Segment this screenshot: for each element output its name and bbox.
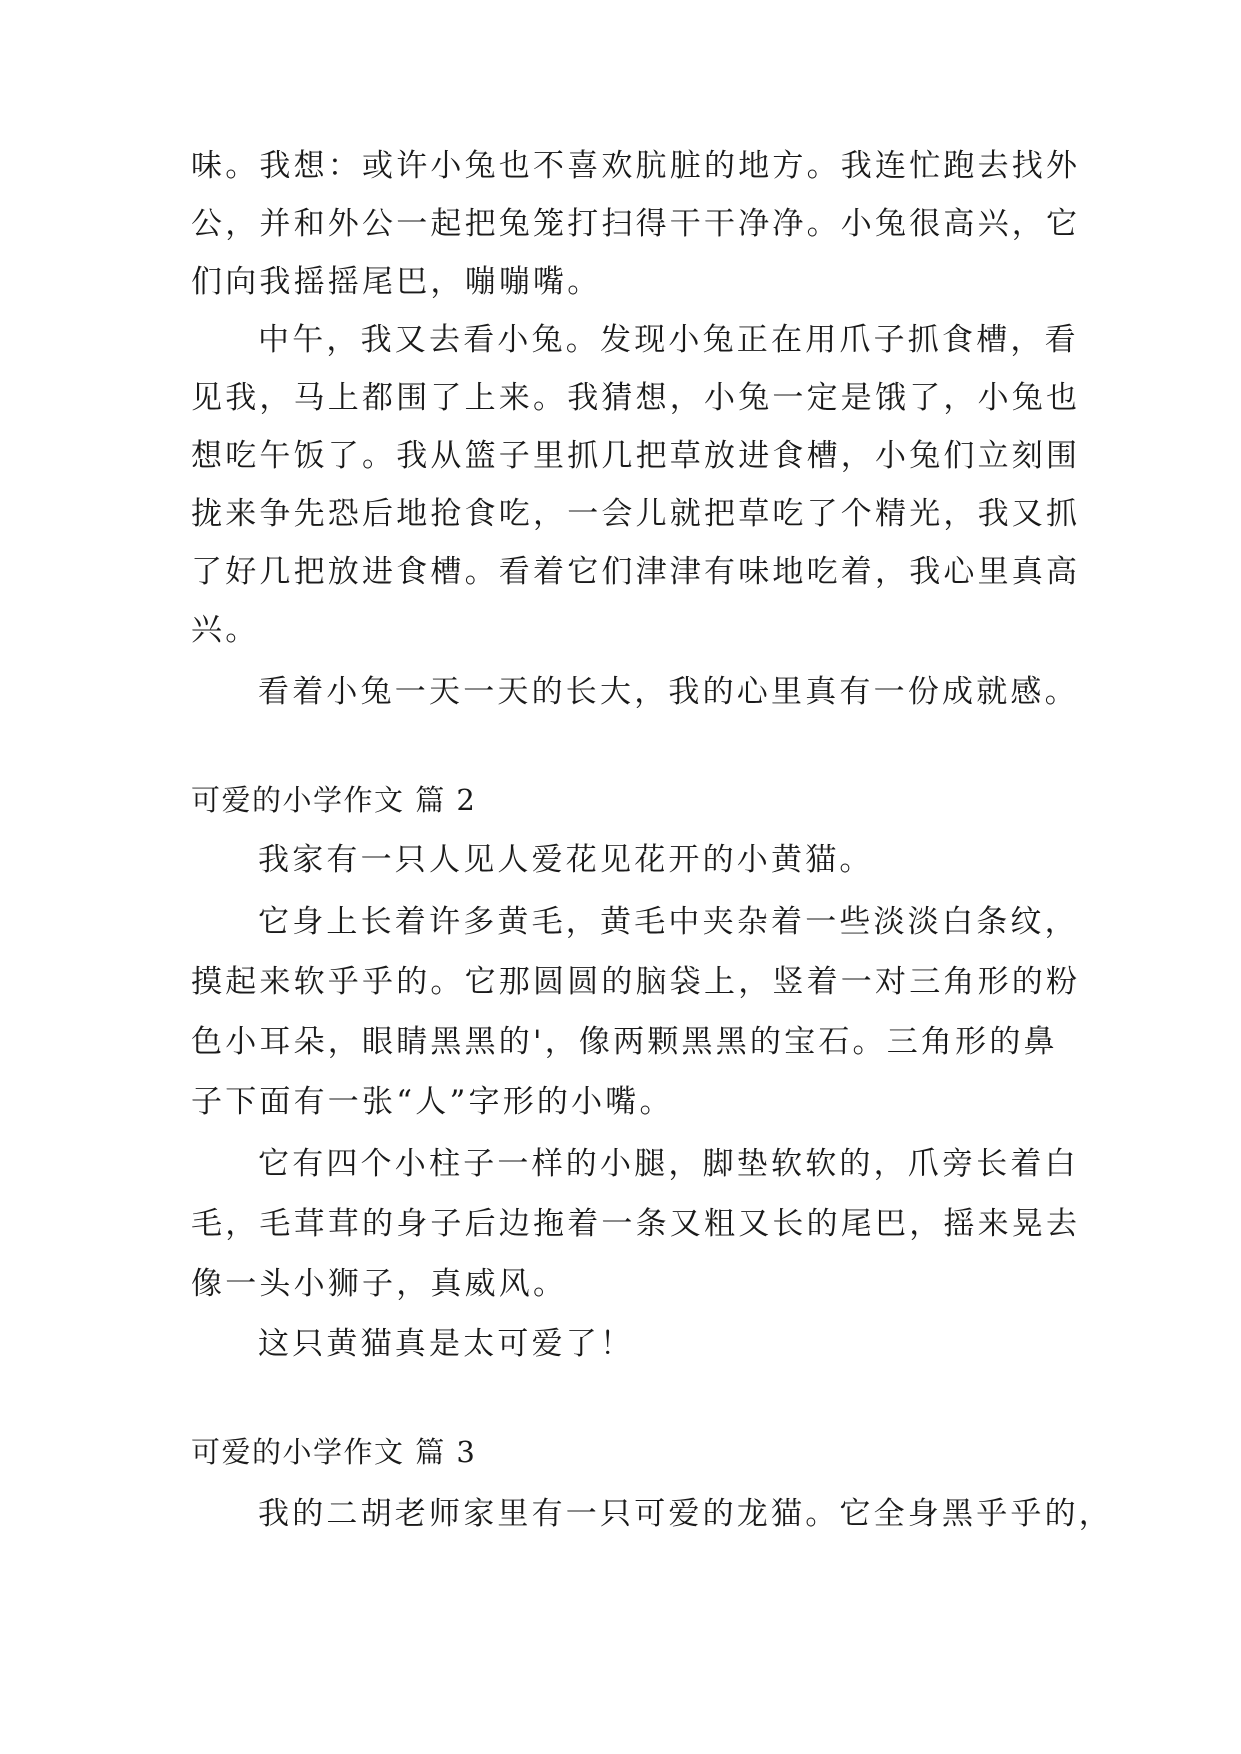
text-line: 色小耳朵，眼睛黑黑的'，像两颗黑黑的宝石。三角形的鼻 <box>191 1024 1058 1060</box>
text-line: 中午，我又去看小兔。发现小兔正在用爪子抓食槽，看 <box>258 322 1079 358</box>
text-line: 我家有一只人见人爱花见花开的小黄猫。 <box>258 842 874 878</box>
text-line: 像一头小狮子，真威风。 <box>191 1266 568 1302</box>
text-line: 了好几把放进食槽。看着它们津津有味地吃着，我心里真高 <box>191 554 1081 590</box>
text-line: 摸起来软乎乎的。它那圆圆的脑袋上，竖着一对三角形的粉 <box>191 964 1081 1000</box>
text-line: 毛，毛茸茸的身子后边拖着一条又粗又长的尾巴，摇来晃去 <box>191 1206 1081 1242</box>
text-line: 味。我想：或许小兔也不喜欢肮脏的地方。我连忙跑去找外 <box>191 148 1081 184</box>
text-line: 想吃午饭了。我从篮子里抓几把草放进食槽，小兔们立刻围 <box>191 438 1081 474</box>
section-heading: 可爱的小学作文 篇 2 <box>191 783 477 817</box>
text-line: 它身上长着许多黄毛，黄毛中夹杂着一些淡淡白条纹， <box>258 904 1079 940</box>
text-line: 我的二胡老师家里有一只可爱的龙猫。它全身黑乎乎的， <box>258 1496 1113 1532</box>
text-line: 拢来争先恐后地抢食吃，一会儿就把草吃了个精光，我又抓 <box>191 496 1081 532</box>
text-line: 这只黄猫真是太可爱了！ <box>258 1326 635 1362</box>
section-heading: 可爱的小学作文 篇 3 <box>191 1435 477 1469</box>
text-line: 见我，马上都围了上来。我猜想，小兔一定是饿了，小兔也 <box>191 380 1081 416</box>
text-line: 兴。 <box>191 612 260 648</box>
text-line: 看着小兔一天一天的长大，我的心里真有一份成就感。 <box>258 674 1079 710</box>
text-line: 公，并和外公一起把兔笼打扫得干干净净。小兔很高兴，它 <box>191 206 1081 242</box>
text-line: 子下面有一张“人”字形的小嘴。 <box>191 1084 674 1120</box>
text-line: 它有四个小柱子一样的小腿，脚垫软软的，爪旁长着白 <box>258 1146 1079 1182</box>
text-line: 们向我摇摇尾巴，嘣嘣嘴。 <box>191 264 602 300</box>
